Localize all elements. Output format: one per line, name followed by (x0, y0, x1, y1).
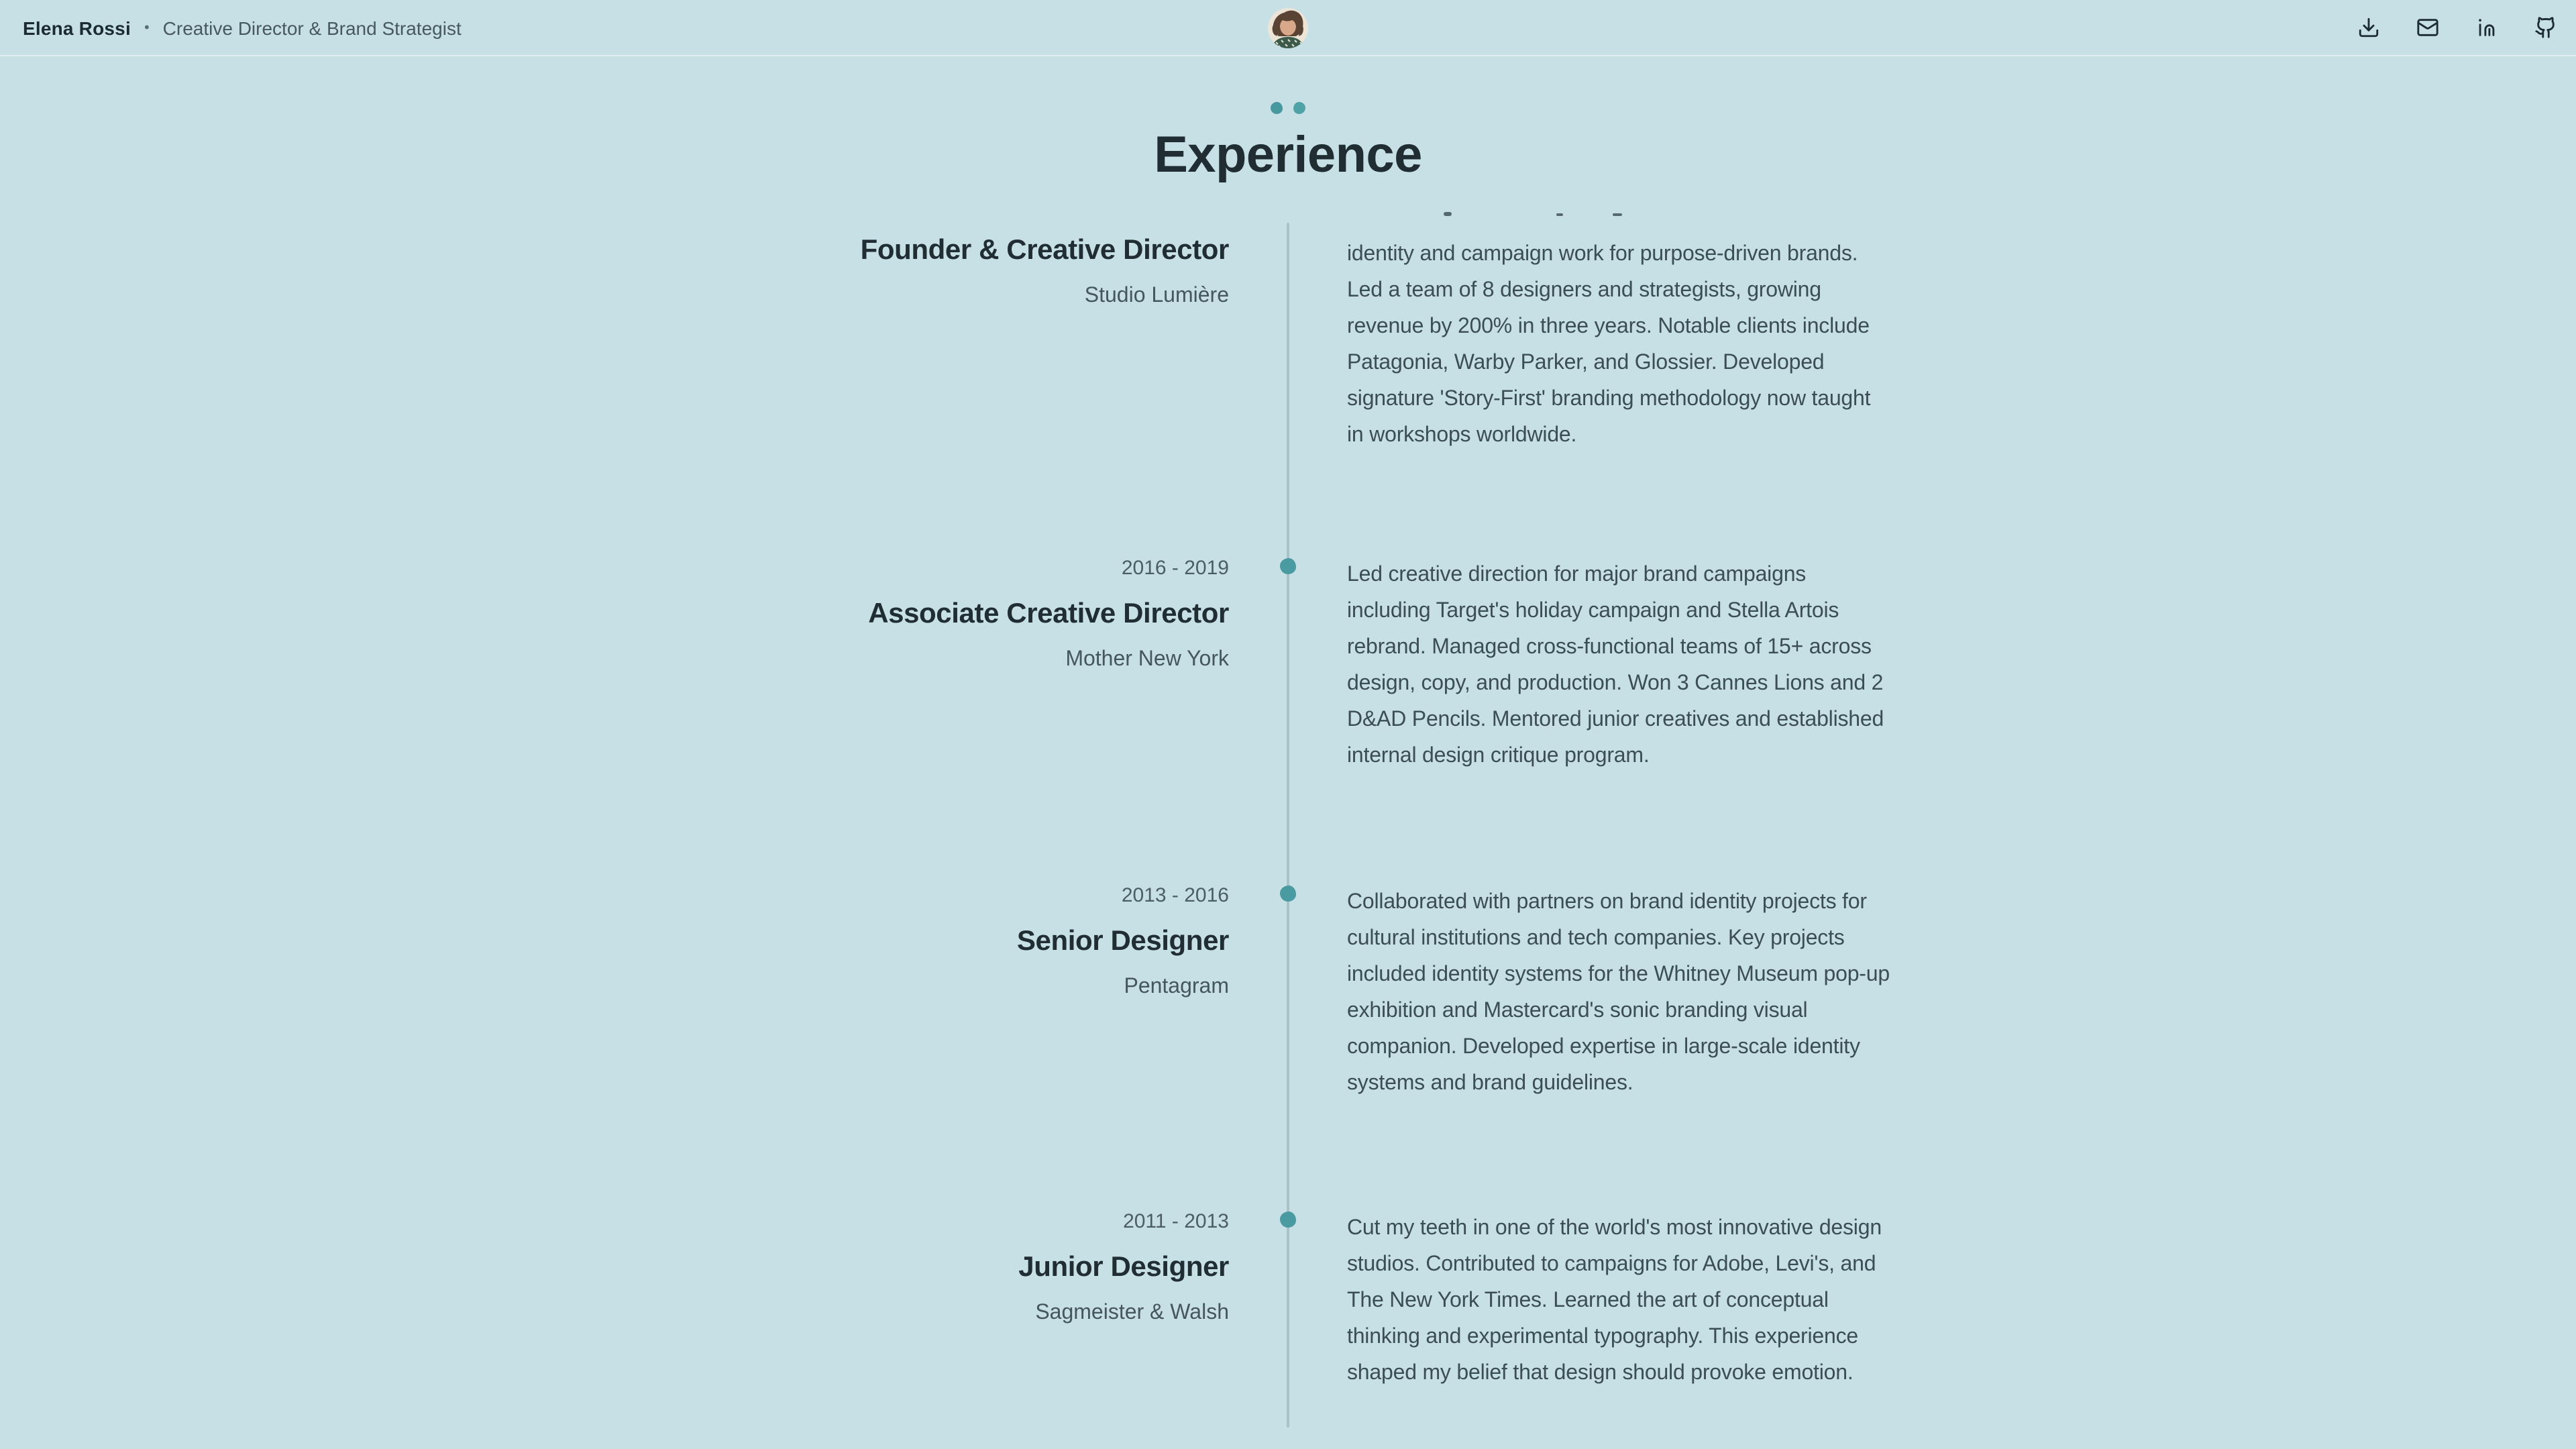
download-icon[interactable] (2357, 16, 2380, 39)
mail-icon[interactable] (2416, 16, 2439, 39)
linkedin-icon[interactable] (2475, 16, 2498, 39)
section-title: Experience (1154, 127, 1422, 184)
entry-period: 2011 - 2013 (1123, 1210, 1229, 1233)
entry-title: Junior Designer (1018, 1252, 1229, 1283)
entry-period: 2016 - 2019 (1121, 557, 1229, 580)
experience-timeline (684, 0, 1892, 1449)
timeline-dot-icon (1280, 1212, 1296, 1228)
github-icon[interactable] (2534, 16, 2557, 39)
entry-period: 2013 - 2016 (1121, 884, 1229, 907)
entry-description: identity and campaign work for purpose-driven brands. Led a team of 8 designers and strategists, growing revenue by 200% in three years. Notable clients include Patagonia, Warby Parker, and Glossier. Developed signature 'Story-First' branding methodology now taught in workshops worldwide. (1347, 243, 1871, 447)
site-header (0, 0, 2576, 56)
timeline-entry (684, 1205, 1892, 1391)
timeline-entry (684, 879, 1892, 1102)
entry-meta (684, 231, 1229, 314)
entry-description: Cut my teeth in one of the world's most innovative design studios. Contributed to campaigns for Adobe, Levi's, and The New York Times. Learned the art of conceptual thinking and experimental typography. This experience shaped my belief that design should provoke emotion. (1347, 1217, 1882, 1385)
header-identity (23, 17, 462, 38)
entry-description: Collaborated with partners on brand identity projects for cultural institutions and tech companies. Key projects included identity systems for the Whitney Museum pop-up exhibition and Mastercard's sonic branding visual companion. Developed expertise in large-scale identity systems and brand guidelines. (1347, 891, 1890, 1095)
entry-gutter (1229, 1205, 1347, 1391)
entry-title: Founder & Creative Director (860, 235, 1229, 266)
entry-body (1347, 1205, 1892, 1391)
clipped-text-fragment (1444, 212, 1452, 215)
entry-description: Led creative direction for major brand campaigns including Target's holiday campaign and Stella Artois rebrand. Managed cross-functional teams of 15+ across design, copy, and production. Won 3 Cannes Lions and 2 D&AD Pencils. Mentored junior creatives and established internal design critique program. (1347, 564, 1884, 767)
entry-company: Sagmeister & Walsh (1035, 1301, 1229, 1324)
entry-meta (684, 1205, 1229, 1331)
entry-gutter (1229, 231, 1347, 453)
site-subtitle: Creative Director & Brand Strategist (162, 17, 462, 38)
avatar-illustration (1268, 8, 1308, 48)
entry-company: Pentagram (1124, 975, 1229, 998)
site-name[interactable]: Elena Rossi (23, 17, 131, 38)
entry-title: Associate Creative Director (868, 598, 1229, 629)
clipped-text-fragment (1556, 213, 1563, 216)
entry-title: Senior Designer (1016, 926, 1229, 957)
timeline-dot-icon (1280, 558, 1296, 574)
entry-body (1347, 231, 1892, 453)
entry-gutter (1229, 551, 1347, 774)
timeline-entry (684, 551, 1892, 774)
separator-dot: • (144, 19, 150, 36)
entry-meta (684, 551, 1229, 678)
entry-company: Studio Lumière (1084, 284, 1229, 307)
entry-company: Mother New York (1065, 648, 1229, 671)
header-actions (2357, 16, 2557, 39)
avatar[interactable] (1268, 8, 1308, 48)
timeline-entry (684, 231, 1892, 453)
clipped-text-fragment (1613, 213, 1622, 216)
entry-body (1347, 551, 1892, 774)
entry-body (1347, 879, 1892, 1102)
entry-gutter (1229, 879, 1347, 1102)
timeline-dot-icon (1280, 885, 1296, 902)
entry-meta (684, 879, 1229, 1005)
